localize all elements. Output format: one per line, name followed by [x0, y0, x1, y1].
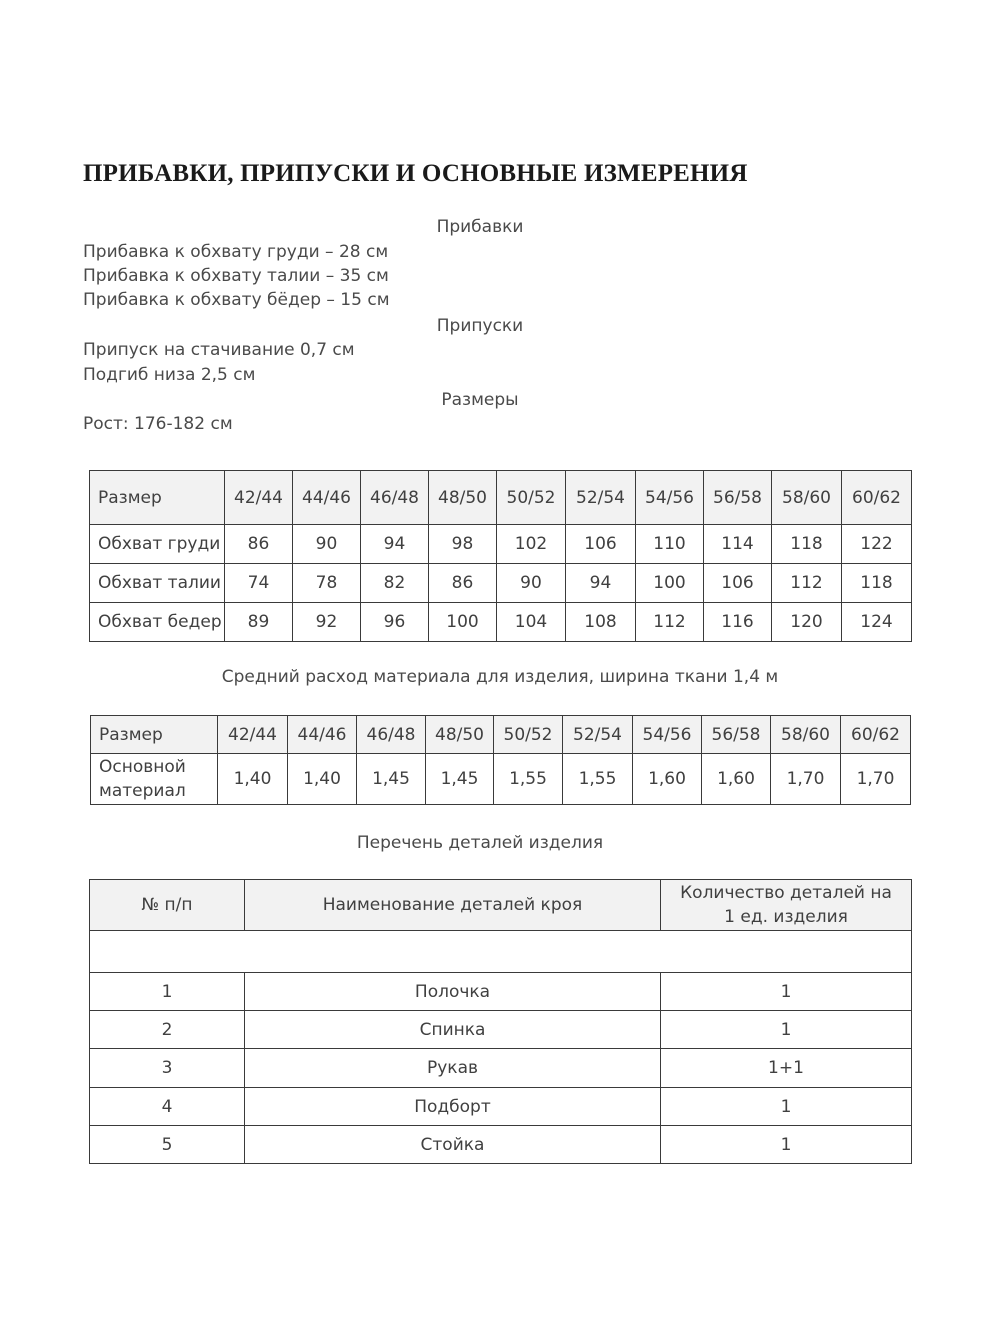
size-col: 56/58: [704, 471, 772, 525]
size-col: 54/56: [636, 471, 704, 525]
size-col: 50/52: [497, 471, 566, 525]
cell: 1,55: [494, 754, 563, 805]
cell: 100: [429, 603, 497, 642]
cell: 94: [566, 564, 636, 603]
consumption-caption: Средний расход материала для изделия, ширина ткани 1,4 м: [221, 667, 779, 687]
cell: 82: [361, 564, 429, 603]
part-num: 1: [90, 973, 245, 1011]
cell: 74: [225, 564, 293, 603]
row-label: [91, 754, 218, 805]
table-row-waist: [90, 564, 912, 603]
cell: 100: [636, 564, 704, 603]
consumption-table: [90, 715, 911, 805]
row-label: Обхват талии: [90, 564, 225, 603]
size-col: 42/44: [218, 716, 288, 754]
size-col: 48/50: [426, 716, 494, 754]
part-num: 3: [90, 1049, 245, 1088]
cell: 1,60: [633, 754, 702, 805]
hem-allowance: Подгиб низа 2,5 см: [83, 365, 256, 385]
part-num: 2: [90, 1011, 245, 1049]
cell: 116: [704, 603, 772, 642]
cell: 86: [225, 525, 293, 564]
size-col: 58/60: [772, 471, 842, 525]
allowance-waist: Прибавка к обхвату талии – 35 см: [83, 266, 389, 286]
part-num: 5: [90, 1126, 245, 1164]
empty-cell: [90, 931, 912, 973]
cell: 118: [772, 525, 842, 564]
seams-heading: Припуски: [436, 316, 524, 336]
table-row: [90, 1011, 912, 1049]
cell: 112: [636, 603, 704, 642]
cell: 114: [704, 525, 772, 564]
cell: 1,45: [357, 754, 426, 805]
part-name: Подборт: [245, 1088, 661, 1126]
cell: 118: [842, 564, 912, 603]
part-name: Рукав: [245, 1049, 661, 1088]
cell: 112: [772, 564, 842, 603]
name-header: Наименование деталей кроя: [245, 880, 661, 931]
consumption-header-row: [91, 716, 911, 754]
measurements-header-row: [90, 471, 912, 525]
size-col: 52/54: [566, 471, 636, 525]
size-col: 44/46: [293, 471, 361, 525]
part-name: Стойка: [245, 1126, 661, 1164]
cell: 1,60: [702, 754, 771, 805]
cell: 1,70: [841, 754, 911, 805]
sizes-heading: Размеры: [441, 390, 519, 410]
size-col: 50/52: [494, 716, 563, 754]
cell: 86: [429, 564, 497, 603]
size-col: 60/62: [841, 716, 911, 754]
page-title: ПРИБАВКИ, ПРИПУСКИ И ОСНОВНЫЕ ИЗМЕРЕНИЯ: [83, 160, 748, 187]
row-label: Обхват груди: [90, 525, 225, 564]
table-row-chest: [90, 525, 912, 564]
size-col: 52/54: [563, 716, 633, 754]
empty-row: [90, 931, 912, 973]
size-col: 58/60: [771, 716, 841, 754]
parts-header-row: [90, 880, 912, 931]
size-col: 54/56: [633, 716, 702, 754]
cell: 94: [361, 525, 429, 564]
cell: 78: [293, 564, 361, 603]
cell: 90: [497, 564, 566, 603]
cell: 120: [772, 603, 842, 642]
size-col: 48/50: [429, 471, 497, 525]
num-header: № п/п: [90, 880, 245, 931]
row-label-line: материал: [99, 781, 186, 801]
cell: 1,55: [563, 754, 633, 805]
size-header-label: Размер: [91, 716, 218, 754]
row-label-line: Основной: [99, 757, 186, 777]
cell: 104: [497, 603, 566, 642]
cell: 89: [225, 603, 293, 642]
cell: 98: [429, 525, 497, 564]
size-header-label: Размер: [90, 471, 225, 525]
part-qty: 1+1: [661, 1049, 912, 1088]
part-qty: 1: [661, 973, 912, 1011]
table-row: [90, 1126, 912, 1164]
part-qty: 1: [661, 1088, 912, 1126]
cell: 90: [293, 525, 361, 564]
cell: 92: [293, 603, 361, 642]
seam-allowance: Припуск на стачивание 0,7 см: [83, 340, 355, 360]
part-qty: 1: [661, 1126, 912, 1164]
size-col: 60/62: [842, 471, 912, 525]
allowances-heading: Прибавки: [436, 217, 524, 237]
part-qty: 1: [661, 1011, 912, 1049]
table-row-hips: [90, 603, 912, 642]
measurements-table: [89, 470, 912, 642]
size-col: 44/46: [288, 716, 357, 754]
part-num: 4: [90, 1088, 245, 1126]
cell: 1,70: [771, 754, 841, 805]
cell: 1,40: [288, 754, 357, 805]
allowance-chest: Прибавка к обхвату груди – 28 см: [83, 242, 389, 262]
qty-header: Количество деталей на 1 ед. изделия: [661, 880, 912, 931]
parts-caption: Перечень деталей изделия: [356, 833, 604, 853]
size-col: 42/44: [225, 471, 293, 525]
cell: 110: [636, 525, 704, 564]
height-range: Рост: 176-182 см: [83, 414, 233, 434]
cell: 106: [566, 525, 636, 564]
cell: 1,45: [426, 754, 494, 805]
table-row-main-material: [91, 754, 911, 805]
table-row: [90, 973, 912, 1011]
table-row: [90, 1049, 912, 1088]
size-col: 46/48: [361, 471, 429, 525]
cell: 108: [566, 603, 636, 642]
cell: 124: [842, 603, 912, 642]
cell: 1,40: [218, 754, 288, 805]
cell: 102: [497, 525, 566, 564]
cell: 106: [704, 564, 772, 603]
size-col: 56/58: [702, 716, 771, 754]
part-name: Полочка: [245, 973, 661, 1011]
part-name: Спинка: [245, 1011, 661, 1049]
table-row: [90, 1088, 912, 1126]
cell: 96: [361, 603, 429, 642]
cell: 122: [842, 525, 912, 564]
size-col: 46/48: [357, 716, 426, 754]
allowance-hips: Прибавка к обхвату бёдер – 15 см: [83, 290, 390, 310]
parts-table: [89, 879, 912, 1164]
row-label: Обхват бедер: [90, 603, 225, 642]
